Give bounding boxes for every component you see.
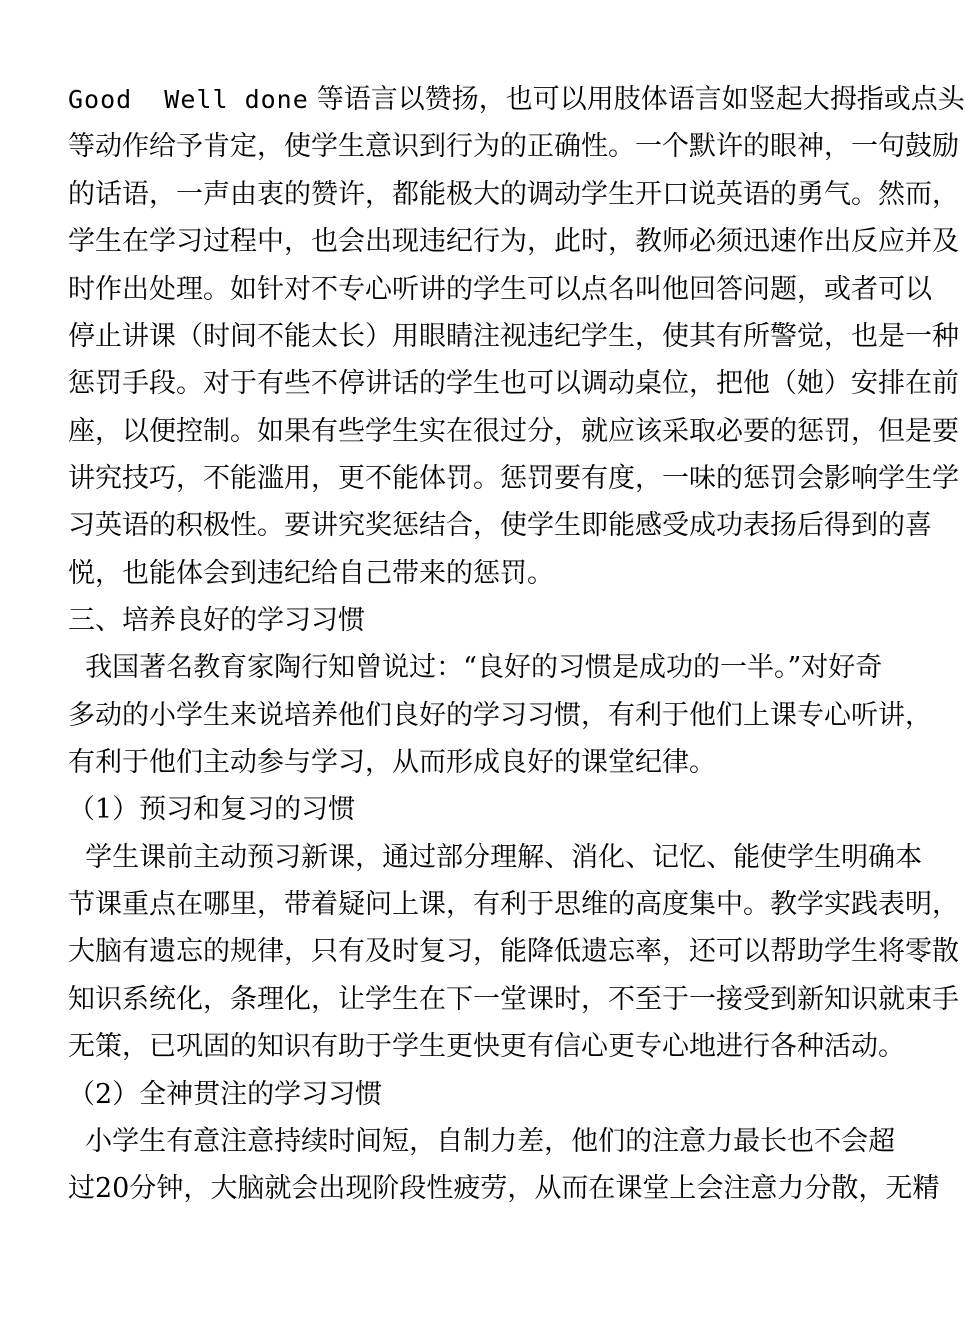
paragraph-line-10: 习英语的积极性。要讲究奖惩结合，使学生即能感受成功表扬后得到的喜 (68, 510, 932, 541)
paragraph-line-1-text: 等语言以赞扬，也可以用肢体语言如竖起大拇指或点头 (316, 84, 965, 115)
paragraph-line-3: 的话语，一声由衷的赞许，都能极大的调动学生开口说英语的勇气。然而， (68, 179, 959, 210)
paragraph-line-17: 大脑有遗忘的规律，只有及时复习，能降低遗忘率，还可以帮助学生将零散 (68, 936, 959, 967)
english-praise-phrase: Good Well done (68, 85, 309, 114)
paragraph-line-2: 等动作给予肯定，使学生意识到行为的正确性。一个默许的眼神，一句鼓励 (68, 131, 959, 162)
paragraph-line-4: 学生在学习过程中，也会出现违纪行为，此时，教师必须迅速作出反应并及 (68, 226, 959, 257)
paragraph-line-14: 有利于他们主动参与学习，从而形成良好的课堂纪律。 (68, 747, 716, 778)
paragraph-line-16: 节课重点在哪里，带着疑问上课，有利于思维的高度集中。教学实践表明， (68, 889, 959, 920)
paragraph-line-21: 过20分钟，大脑就会出现阶段性疲劳，从而在课堂上会注意力分散，无精 (68, 1173, 940, 1204)
paragraph-line-18: 知识系统化，条理化，让学生在下一堂课时，不至于一接受到新知识就束手 (68, 984, 959, 1015)
paragraph-line-8: 座，以便控制。如果有些学生实在很过分，就应该采取必要的惩罚，但是要 (68, 416, 959, 447)
paragraph-line-6: 停止讲课（时间不能太长）用眼睛注视违纪学生，使其有所警觉，也是一种 (68, 321, 959, 352)
paragraph-line-19: 无策，已巩固的知识有助于学生更快更有信心更专心地进行各种活动。 (68, 1031, 905, 1062)
paragraph-line-9: 讲究技巧，不能滥用，更不能体罚。惩罚要有度，一味的惩罚会影响学生学 (68, 463, 959, 494)
paragraph-line-1 (68, 80, 965, 120)
subheading-1: （1）预习和复习的习惯 (68, 794, 356, 825)
paragraph-line-15: 学生课前主动预习新课，通过部分理解、消化、记忆、能使学生明确本 (68, 842, 923, 873)
paragraph-line-7: 惩罚手段。对于有些不停讲话的学生也可以调动桌位，把他（她）安排在前 (68, 368, 959, 399)
paragraph-line-5: 时作出处理。如针对不专心听讲的学生可以点名叫他回答问题，或者可以 (68, 274, 932, 305)
paragraph-line-11: 悦，也能体会到违纪给自己带来的惩罚。 (68, 558, 554, 589)
paragraph-line-13: 多动的小学生来说培养他们良好的学习习惯，有利于他们上课专心听讲， (68, 700, 932, 731)
subheading-2: （2）全神贯注的学习习惯 (68, 1079, 383, 1110)
paragraph-line-12: 我国著名教育家陶行知曾说过：“良好的习惯是成功的一半。”对好奇 (68, 652, 883, 683)
paragraph-line-20: 小学生有意注意持续时间短，自制力差，他们的注意力最长也不会超 (68, 1126, 896, 1157)
section-heading-3: 三、培养良好的学习习惯 (68, 605, 365, 636)
